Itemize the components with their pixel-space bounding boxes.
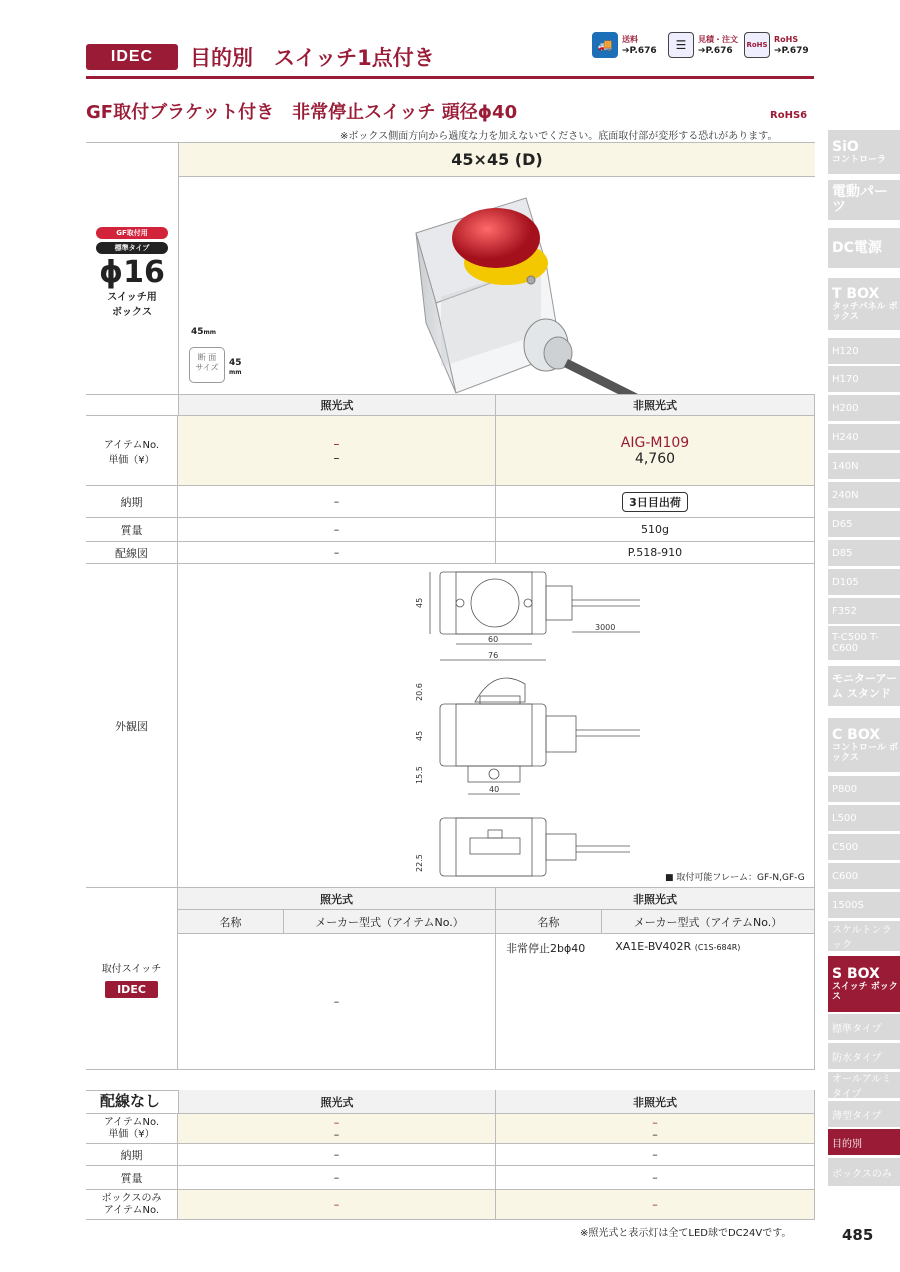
sidebar-item-label: P800: [832, 783, 858, 795]
dim-22-5: 22.5: [415, 854, 424, 872]
size-header: 45×45 (D): [178, 143, 815, 177]
sidebar-item-24[interactable]: [828, 1014, 900, 1040]
nowire-row-delivery: 納期: [86, 1144, 178, 1166]
nowire-unlit-delivery: –: [496, 1144, 815, 1166]
price: 4,760: [634, 450, 676, 467]
sidebar-item-10[interactable]: [828, 511, 900, 537]
section-size-icon: 断 面 サイズ: [189, 347, 225, 383]
switch-name: 非常停止2bϕ40: [506, 942, 586, 955]
sidebar-item-26[interactable]: [828, 1072, 900, 1098]
sidebar-item-0[interactable]: [828, 130, 900, 174]
dim-15-5: 15.5: [415, 766, 424, 784]
sidebar-item-sub: タッチパネル ボックス: [832, 301, 898, 322]
outline-drawing: [400, 566, 660, 886]
sidebar-item-25[interactable]: [828, 1043, 900, 1069]
sidebar-item-14[interactable]: [828, 626, 900, 660]
switch-row-label: 取付スイッチ IDEC: [86, 888, 178, 1070]
sidebar-item-sub: スイッチ ボックス: [832, 981, 898, 1002]
nowire-row-boxonly: ボックスのみ アイテムNo.: [86, 1190, 178, 1220]
nowire-col-lit: 照光式: [178, 1090, 496, 1114]
switch-col-lit: 照光式: [178, 888, 496, 910]
dim-height: 45 mm: [229, 358, 242, 376]
lit-item-cell: – –: [178, 416, 496, 486]
switch-lit-value: –: [178, 934, 496, 1070]
product-block: [86, 142, 815, 416]
sidebar-item-5[interactable]: [828, 366, 900, 392]
sidebar-item-16[interactable]: [828, 718, 900, 772]
page-title: 目的別 スイッチ1点付き: [190, 46, 435, 70]
nowire-title: 配線なし: [100, 1092, 161, 1110]
phi-size: ϕ16: [99, 255, 165, 290]
footnote: ※照光式と表示灯は全てLED球でDC24Vです。: [580, 1228, 792, 1239]
sidebar-item-label: H240: [832, 431, 859, 443]
switch-col-unlit: 非照光式: [496, 888, 815, 910]
lit-weight: –: [178, 518, 496, 542]
product-title: GF取付ブラケット付き 非常停止スイッチ 頭径ϕ40: [86, 102, 518, 123]
unlit-item-cell: [496, 416, 815, 486]
switch-unlit-model-header: メーカー型式（アイテムNo.）: [602, 910, 815, 934]
sidebar-item-1[interactable]: [828, 180, 900, 220]
col-lit-header: 照光式: [178, 394, 496, 416]
sidebar-item-11[interactable]: [828, 540, 900, 566]
sidebar-item-label: D105: [832, 576, 859, 588]
delivery-badge: 3日目出荷: [622, 492, 688, 512]
item-number[interactable]: AIG-M109: [620, 434, 690, 451]
nowire-lit-boxonly: –: [178, 1190, 496, 1220]
sidebar-item-13[interactable]: [828, 598, 900, 624]
nowire-unlit-weight: –: [496, 1166, 815, 1190]
sidebar-item-15[interactable]: [828, 666, 900, 706]
sidebar-item-23[interactable]: [828, 956, 900, 1012]
dim-width: 45mm: [191, 327, 217, 337]
box-label-2: ボックス: [112, 307, 152, 318]
sidebar-item-label: SiO: [832, 138, 859, 155]
lit-delivery: –: [178, 486, 496, 518]
sidebar-item-label: 240N: [832, 489, 859, 501]
sidebar-item-label: 電動パーツ: [832, 184, 888, 215]
page-number: 485: [842, 1226, 874, 1244]
box-label-1: スイッチ用: [107, 292, 157, 303]
sidebar-item-29[interactable]: [828, 1158, 900, 1186]
sidebar-item-label: ボックスのみ: [832, 1168, 892, 1180]
dim-76: 76: [488, 651, 499, 660]
nowire-lit-delivery: –: [178, 1144, 496, 1166]
sidebar-item-label: D85: [832, 547, 853, 559]
sidebar-item-2[interactable]: [828, 228, 900, 268]
switch-unlit-name-header: 名称: [496, 910, 602, 934]
nowire-row-item: アイテムNo. 単価（¥）: [86, 1114, 178, 1144]
sidebar-item-3[interactable]: [828, 278, 900, 330]
gf-tag: GF取付用: [96, 227, 168, 239]
rohs-badge[interactable]: RoHS RoHS ➔P.679: [744, 32, 809, 58]
lit-wiring: –: [178, 542, 496, 564]
product-photo: [406, 193, 646, 403]
row-weight-label: 質量: [86, 518, 178, 542]
idec-mini-logo: IDEC: [105, 981, 158, 998]
row-delivery-label: 納期: [86, 486, 178, 518]
sidebar-item-label: 薄型タイプ: [832, 1110, 882, 1122]
sidebar-item-7[interactable]: [828, 424, 900, 450]
rohs6-label: RoHS6: [770, 110, 808, 121]
frame-note: ■ 取付可能フレーム：GF-N,GF-G: [665, 873, 805, 883]
sidebar-item-8[interactable]: [828, 453, 900, 479]
shipping-badge[interactable]: 🚚 送料 ➔P.676: [592, 32, 657, 58]
sidebar-item-label: DC電源: [832, 239, 882, 256]
switch-model: XA1E-BV402R: [615, 940, 692, 953]
nowire-unlit-boxonly: –: [496, 1190, 815, 1220]
sidebar-item-label: C BOX: [832, 726, 881, 743]
sidebar-item-label: T BOX: [832, 285, 880, 302]
quote-badge[interactable]: ☰ 見積・注文 ➔P.676: [668, 32, 738, 58]
sidebar-item-21[interactable]: [828, 892, 900, 918]
sidebar-item-label: 目的別: [832, 1138, 862, 1150]
dim-45-a: 45: [415, 597, 424, 608]
row-wiring-label: 配線図: [86, 542, 178, 564]
switch-unlit-value: [496, 934, 815, 1070]
nowire-col-unlit: 非照光式: [496, 1090, 815, 1114]
nowire-unlit-item: – –: [496, 1114, 815, 1144]
sidebar-item-label: 防水タイプ: [832, 1052, 882, 1064]
sidebar-item-12[interactable]: [828, 569, 900, 595]
row-item-label: アイテムNo. 単価（¥）: [86, 416, 178, 486]
sidebar-item-label: オールアルミ タイプ: [832, 1074, 892, 1100]
sidebar-item-4[interactable]: [828, 338, 900, 364]
sidebar-item-22[interactable]: [828, 921, 900, 951]
sidebar-item-label: L500: [832, 812, 857, 824]
warning-note: ※ボックス側面方向から過度な力を加えないでください。底面取付部が変形する恐れがあります。: [340, 131, 778, 142]
sidebar-item-label: D65: [832, 518, 853, 530]
brand-logo: IDEC: [86, 44, 178, 70]
header-divider: [86, 76, 814, 79]
sidebar-item-sub: コントロール ボックス: [832, 742, 898, 763]
sidebar-item-label: T-C500 T-C600: [832, 632, 879, 654]
form-icon: ☰: [668, 32, 694, 58]
sidebar-item-28[interactable]: [828, 1129, 900, 1155]
dim-60: 60: [488, 635, 499, 644]
row-outline-label: 外観図: [86, 564, 178, 888]
nowire-lit-weight: –: [178, 1166, 496, 1190]
sidebar-item-19[interactable]: [828, 834, 900, 860]
unlit-delivery: [496, 486, 815, 518]
standard-tag: 標準タイプ: [96, 242, 168, 254]
sidebar-item-label: C500: [832, 841, 859, 853]
switch-lit-model-header: メーカー型式（アイテムNo.）: [284, 910, 496, 934]
sidebar-item-17[interactable]: [828, 776, 900, 802]
nowire-lit-item: – –: [178, 1114, 496, 1144]
sidebar-item-label: C600: [832, 870, 859, 882]
sidebar-item-27[interactable]: [828, 1101, 900, 1127]
dim-3000: 3000: [595, 623, 616, 632]
dim-45-b: 45: [415, 730, 424, 741]
col-unlit-header: 非照光式: [496, 394, 815, 416]
unlit-weight: 510g: [496, 518, 815, 542]
sidebar-item-label: F352: [832, 605, 857, 617]
sidebar-item-label: S BOX: [832, 965, 880, 982]
dim-20-6: 20.6: [415, 683, 424, 701]
switch-lit-name-header: 名称: [178, 910, 284, 934]
sidebar-item-6[interactable]: [828, 395, 900, 421]
sidebar-item-label: 標準タイプ: [832, 1023, 882, 1035]
dim-40: 40: [489, 785, 500, 794]
switch-item: (C1S-684R): [694, 943, 741, 952]
rohs-icon: RoHS: [744, 32, 770, 58]
sidebar-item-9[interactable]: [828, 482, 900, 508]
sidebar-item-label: モニターアーム スタンド: [832, 672, 898, 700]
sidebar-item-label: スケルトンラック: [832, 925, 892, 951]
sidebar-item-label: H170: [832, 373, 859, 385]
sidebar-item-sub: コントローラ: [832, 154, 887, 165]
sidebar-item-18[interactable]: [828, 805, 900, 831]
sidebar-item-label: 140N: [832, 460, 859, 472]
sidebar-item-label: 1500S: [832, 899, 864, 911]
sidebar-item-20[interactable]: [828, 863, 900, 889]
unlit-wiring[interactable]: P.518-910: [496, 542, 815, 564]
truck-icon: 🚚: [592, 32, 618, 58]
sidebar-item-label: H120: [832, 345, 859, 357]
sidebar-item-label: H200: [832, 402, 859, 414]
nowire-row-weight: 質量: [86, 1166, 178, 1190]
